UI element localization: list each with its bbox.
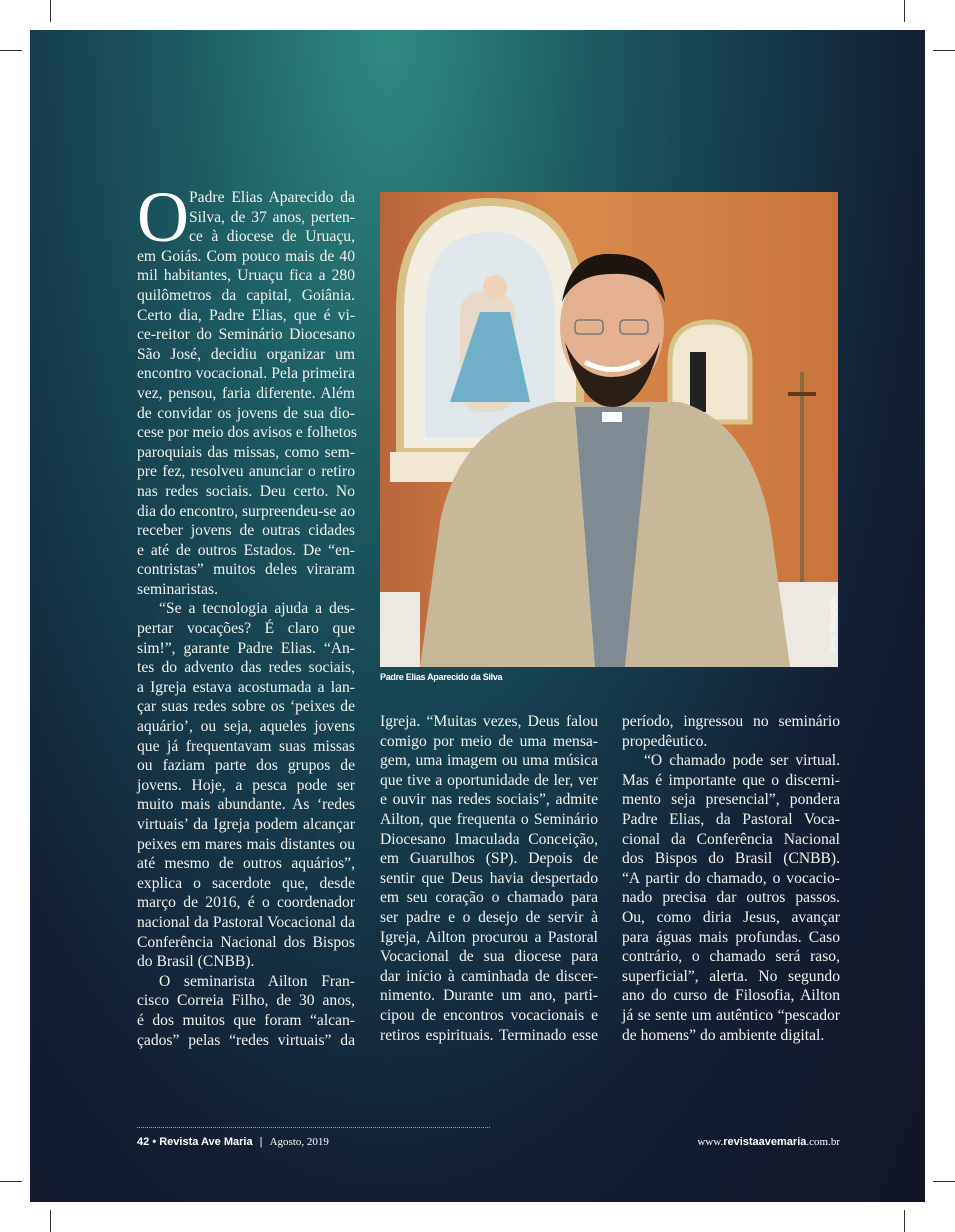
text-line: em Guarulhos (SP). Depois de [380, 850, 598, 868]
text-line: explica o sacerdote que, desde [137, 874, 355, 892]
text-line: “O chamado pode ser virtual. [644, 752, 840, 770]
text-line: çados” pelas “redes virtuais” da [137, 1031, 355, 1049]
text-line: de homens” do ambiente digital. [622, 1026, 825, 1044]
text-line: dar início à caminhada de discer- [380, 967, 598, 985]
text-line: a Igreja estava acostumada a lan- [137, 678, 355, 696]
text-line: Igreja, Ailton procurou a Pastoral [380, 928, 598, 946]
portrait-illustration [380, 192, 838, 667]
text-line: Igreja. “Muitas vezes, Deus falou [380, 713, 598, 730]
text-line: propedêutico. [622, 732, 708, 750]
text-line: ano do curso de Filosofia, Ailton [622, 987, 840, 1005]
text-line: que já frequentavam suas missas [137, 737, 355, 755]
text-line: que tive a oportunidade de ler, ver [380, 771, 598, 789]
text-line: virtuais’ da Igreja podem alcançar [137, 816, 355, 833]
text-line: nas redes sociais. Deu certo. No [137, 482, 355, 500]
text-line: paroquiais das missas, como sem- [137, 443, 355, 461]
text-line: çar suas redes sobre os ‘peixes de [137, 698, 355, 716]
separator: | [259, 1136, 263, 1148]
text-line: nado precisa dar outros passos. [622, 889, 840, 907]
text-line: quilômetros da capital, Goiânia. [137, 286, 355, 304]
text-line: nimento. Durante um ano, parti- [380, 987, 598, 1005]
text-line: em seu coração o chamado para [380, 889, 598, 907]
url-suffix: .com.br [806, 1136, 840, 1148]
text-line: contrário, o chamado será raso, [622, 948, 840, 966]
text-line: O seminarista Ailton Fran- [159, 972, 355, 990]
photo-padre-elias [380, 192, 838, 667]
text-line: Conferência Nacional dos Bispos [137, 933, 355, 951]
text-line: é dos muitos que foram “alcan- [137, 1011, 355, 1029]
footer-divider [137, 1127, 490, 1128]
website-link[interactable] [697, 1136, 840, 1148]
text-line: Padre Elias Aparecido da [189, 189, 355, 206]
text-line: já se sente um autêntico “pescador [622, 1006, 840, 1024]
text-line: ou faziam parte dos grupos de [137, 757, 355, 775]
photo-credit: Foto: Divulgação [830, 597, 837, 650]
text-line: período, ingressou no seminário [622, 713, 840, 730]
article-column-1 [137, 177, 357, 1050]
text-line: cional da Conferência Nacional [622, 830, 840, 848]
text-line: Vocacional de sua diocese para [380, 948, 598, 966]
text-line: Silva, de 37 anos, perten- [189, 208, 355, 226]
drop-cap: O [137, 177, 189, 257]
text-line: receber jovens de outras cidades [137, 522, 355, 540]
text-line: aquário’, ou seja, aqueles jovens [137, 718, 355, 736]
text-line: tes do advento das redes sociais, [137, 659, 355, 677]
text-line: em Goiás. Com pouco mais de 40 [137, 247, 355, 265]
text-line: seminaristas. [137, 580, 218, 598]
text-line: dia do encontro, surpreendeu-se ao [137, 502, 355, 520]
magazine-page [30, 30, 925, 1202]
text-line: cipou de encontros vocacionais e [380, 1006, 598, 1024]
paragraph [137, 972, 355, 1050]
text-line: do Brasil (CNBB). [137, 953, 255, 971]
text-line: sim!”, garante Padre Elias. “An- [137, 639, 355, 657]
text-line: nacional da Pastoral Vocacional da [137, 913, 355, 931]
text-line: pertar vocações? É claro que [137, 620, 355, 638]
text-line: Certo dia, Padre Elias, que é vi- [137, 306, 355, 324]
text-line: até mesmo de outros aquários”, [137, 855, 355, 873]
paragraph [380, 712, 598, 1045]
url-brand: revistaavemaria [723, 1136, 807, 1148]
text-line: “Se a tecnologia ajuda a des- [159, 600, 355, 618]
magazine-name: Revista Ave Maria [159, 1136, 253, 1148]
text-line: Padre Elias, da Pastoral Voca- [622, 810, 840, 828]
text-line: ce à diocese de Uruaçu, [189, 228, 355, 246]
text-line: de convidar os jovens de sua dio- [137, 404, 355, 422]
text-line: encontro vocacional. Pela primeira [137, 365, 355, 383]
text-line: ce-reitor do Seminário Diocesano [137, 326, 355, 344]
text-line: e ouvir nas redes sociais”, admite [380, 791, 598, 809]
paragraph [137, 599, 355, 971]
text-line: retiros espirituais. Terminado esse [380, 1026, 598, 1044]
text-line: Diocesano Imaculada Conceição, [380, 830, 598, 848]
url-prefix: www. [697, 1136, 724, 1148]
text-line: dos Bispos do Brasil (CNBB). [622, 850, 840, 868]
text-line: cese por meio dos avisos e folhetos [137, 424, 357, 442]
article-column-2 [380, 712, 598, 1045]
text-line: mil habitantes, Uruaçu fica a 280 [137, 267, 355, 285]
text-line: Ou, como diria Jesus, avançar [622, 908, 840, 926]
text-line: e até de outros Estados. De “en- [137, 541, 355, 559]
text-line: Mas é importante que o discerni- [622, 771, 840, 789]
bullet: • [152, 1136, 157, 1148]
paragraph [622, 712, 840, 751]
text-line: março de 2016, é o coordenador [137, 894, 355, 912]
text-line: muito mais abundante. As ‘redes [137, 796, 355, 814]
text-line: “A partir do chamado, o vocacio- [622, 869, 840, 887]
text-line: contristas” muitos deles viraram [137, 561, 355, 579]
text-line: para águas mais profundas. Caso [622, 928, 840, 946]
page-number: 42 [137, 1136, 150, 1148]
text-line: pre fez, resolveu anunciar o retiro [137, 463, 355, 481]
text-line: superficial”, alerta. No segundo [622, 967, 840, 985]
text-line: vez, pensou, faria diferente. Além [137, 384, 355, 402]
text-line: cisco Correia Filho, de 30 anos, [137, 992, 355, 1010]
text-line: jovens. Hoje, a pesca pode ser [137, 776, 355, 794]
text-line: São José, decidiu organizar um [137, 345, 355, 363]
footer-left [137, 1136, 329, 1148]
text-line: comigo por meio de uma mensa- [380, 732, 598, 750]
issue-date: Agosto, 2019 [269, 1136, 329, 1148]
text-line: gem, uma imagem ou uma música [380, 752, 598, 770]
text-line: Ailton, que frequenta o Seminário [380, 810, 598, 828]
text-line: mento seja presencial”, pondera [622, 791, 840, 809]
text-line: sentir que Deus havia despertado [380, 869, 598, 887]
article-column-3 [622, 712, 840, 1045]
photo-caption: Padre Elias Aparecido da Silva [380, 672, 503, 682]
text-line: ser padre e o desejo de servir à [380, 908, 598, 926]
paragraph [622, 751, 840, 1045]
text-line: peixes em mares mais distantes ou [137, 835, 355, 853]
